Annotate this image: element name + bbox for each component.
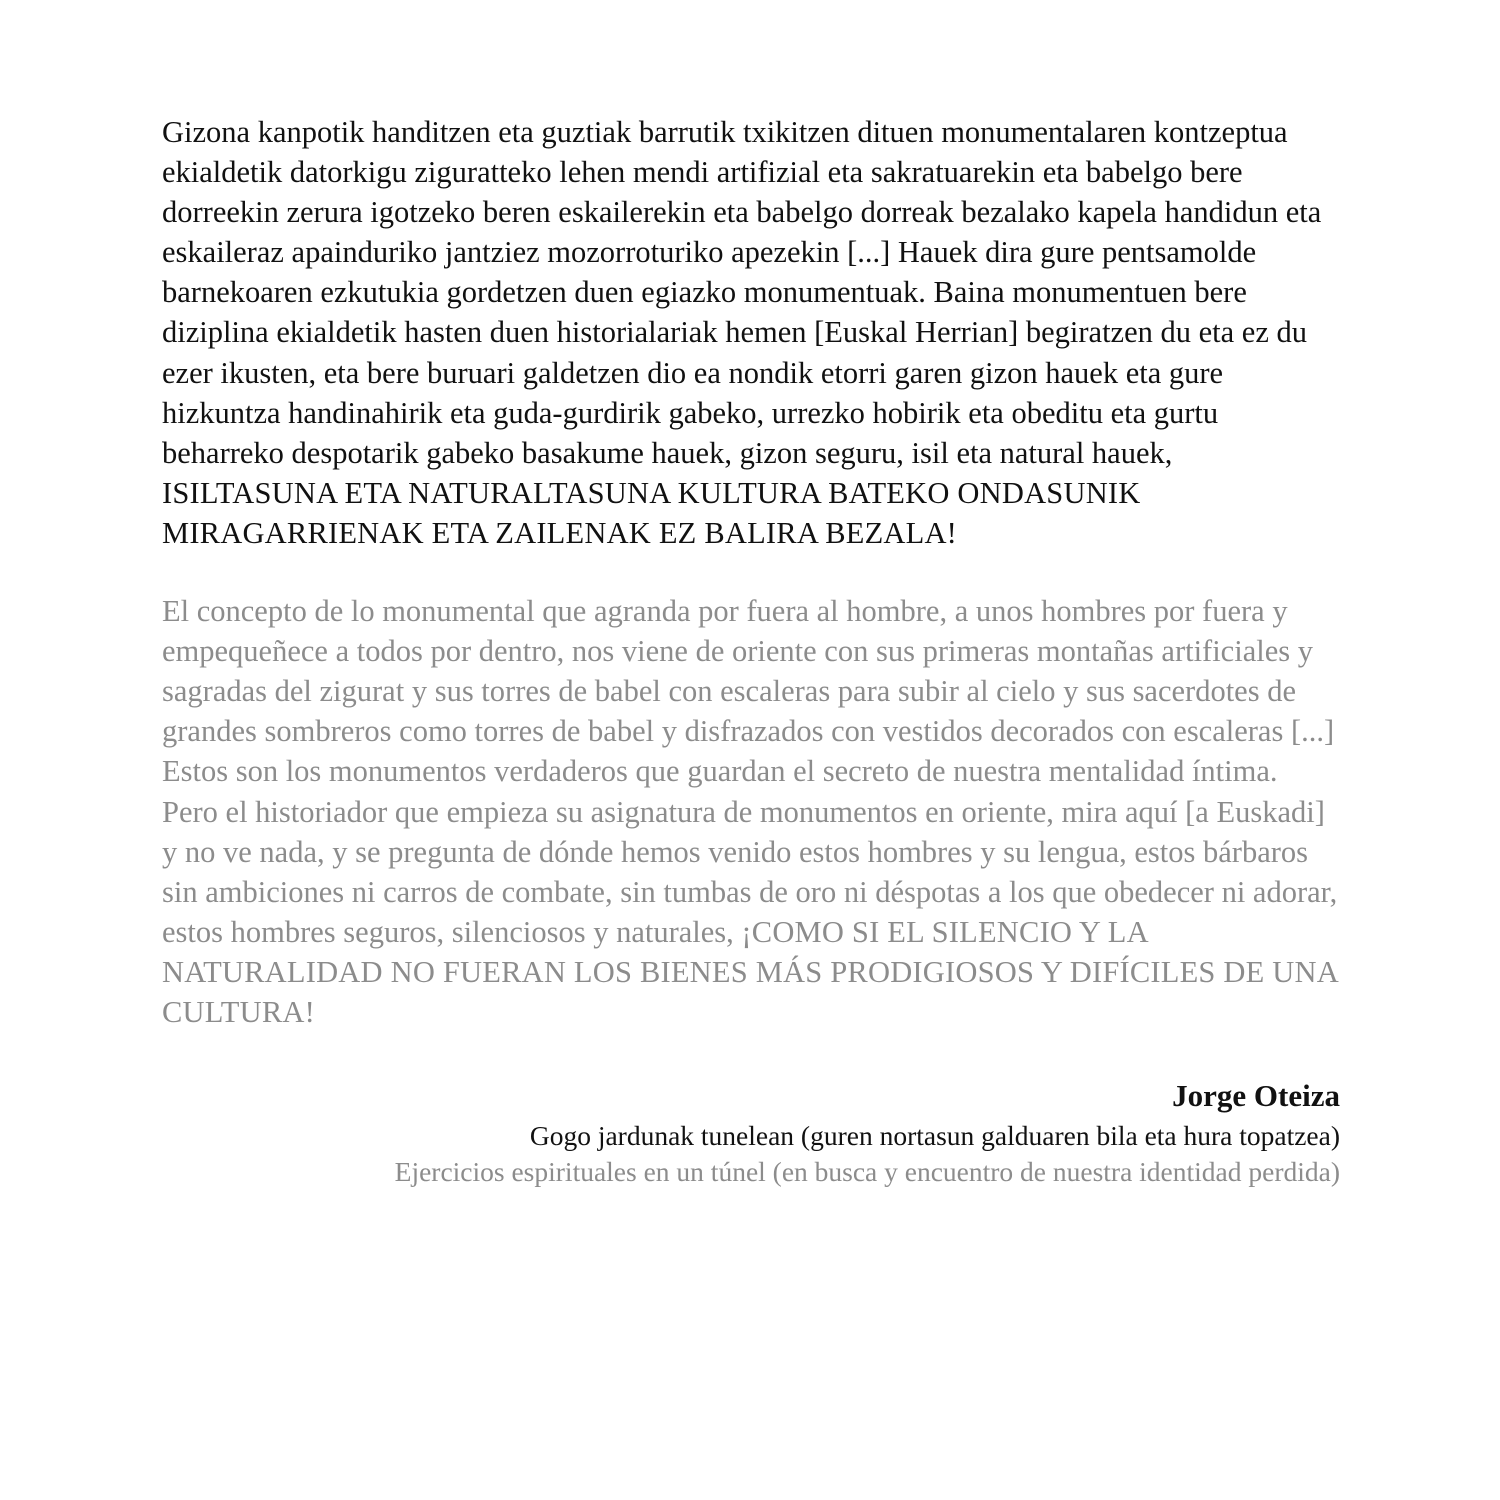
- basque-paragraph: [162, 112, 1340, 553]
- source-title-basque: Gogo jardunak tunelean (guren nortasun galduaren bila eta hura topatzea): [529, 1120, 1340, 1152]
- basque-body-text: Gizona kanpotik handitzen eta guztiak barrutik txikitzen dituen monumentalaren kontzeptua ekialdetik datorkigu ziguratteko lehen mendi artifizial eta sakratuarekin eta babelgo bere dorreekin zerura igotzeko beren eskailerekin eta babelgo dorreak bezalako kapela handidun eta eskaileraz apainduriko jantziez mozorroturiko apezekin [...] Hauek dira gure pentsamolde barnekoaren ezkutukia gordetzen duen egiazko monumentuak. Baina monumentuen bere diziplina ekialdetik hasten duen historialariak hemen [Euskal Herrian] begiratzen du eta ez du ezer ikusten, eta bere buruari galdetzen dio ea nondik etorri garen gizon hauek eta gure hizkuntza handinahirik eta guda-gurdirik gabeko, urrezko hobirik eta obeditu eta gurtu beharreko despotarik gabeko basakume hauek, gizon seguru, isil eta natural hauek,: [162, 115, 1322, 470]
- attribution-block: [162, 1077, 1340, 1190]
- spanish-paragraph: [162, 591, 1340, 1032]
- spanish-exclamation: ¡COMO SI EL SILENCIO Y LA NATURALIDAD NO FUERAN LOS BIENES MÁS PRODIGIOSOS Y DIFÍCILES DE UNA CULTURA!: [162, 914, 1338, 1029]
- quote-page: [162, 112, 1340, 1190]
- author-name: Jorge Oteiza: [1172, 1078, 1340, 1114]
- source-title-spanish: Ejercicios espirituales en un túnel (en busca y encuentro de nuestra identidad perdida): [394, 1156, 1340, 1188]
- spanish-body-text: El concepto de lo monumental que agranda por fuera al hombre, a unos hombres por fuera y empequeñece a todos por dentro, nos viene de oriente con sus primeras montañas artificiales y sagradas del zigurat y sus torres de babel con escaleras para subir al cielo y sus sacerdotes de grandes sombreros como torres de babel y disfrazados con vestidos decorados con escaleras [...] Estos son los monumentos verdaderos que guardan el secreto de nuestra mentalidad íntima. Pero el historiador que empieza su asignatura de monumentos en oriente, mira aquí [a Euskadi] y no ve nada, y se pregunta de dónde hemos venido estos hombres y su lengua, estos bárbaros sin ambiciones ni carros de combate, sin tumbas de oro ni déspotas a los que obedecer ni adorar, estos hombres seguros, silenciosos y naturales,: [162, 594, 1338, 949]
- basque-exclamation: ISILTASUNA ETA NATURALTASUNA KULTURA BATEKO ONDASUNIK MIRAGARRIENAK ETA ZAILENAK EZ BALIRA BEZALA!: [162, 475, 1141, 550]
